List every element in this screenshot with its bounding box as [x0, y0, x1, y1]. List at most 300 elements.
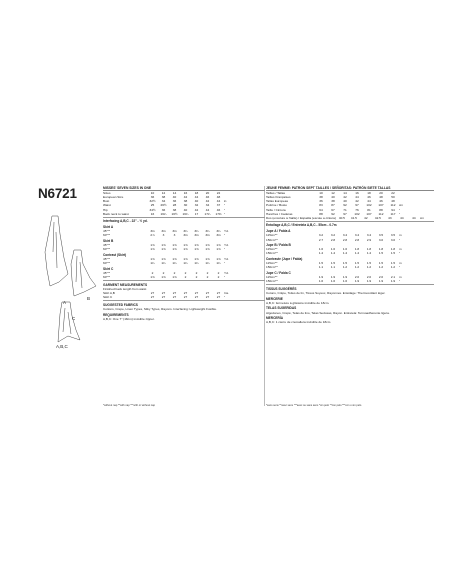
- row-value: 1⅝: [150, 247, 155, 252]
- garment-row: [103, 295, 265, 299]
- row-value: 1⅝: [172, 257, 177, 262]
- row-value: 46: [379, 199, 383, 204]
- row-value: 3: [173, 233, 176, 238]
- divider: [103, 217, 265, 218]
- contrast-skirt-row: [103, 261, 265, 265]
- row-label: Hanches / Caderas: [266, 211, 293, 216]
- row-unit: Ins.: [224, 291, 229, 296]
- row-value: 12: [161, 191, 166, 196]
- row-value: 88: [319, 211, 323, 216]
- divider: [266, 221, 434, 222]
- row-value: 26½: [160, 203, 167, 208]
- row-value: 16¼: [160, 211, 167, 216]
- row-value: 2.8: [342, 237, 348, 242]
- row-value: 1.5: [330, 261, 336, 266]
- row-value: 1.9: [354, 279, 360, 284]
- row-value: 112: [390, 203, 396, 208]
- skirt-b-title: Jupe B / Falda B: [266, 243, 291, 247]
- row-value: 46: [367, 195, 371, 200]
- row-value: 16: [183, 191, 188, 196]
- row-value: 2: [206, 275, 209, 280]
- row-label: 60"**: [103, 275, 110, 280]
- row-value: 38: [331, 199, 335, 204]
- row-value: 34: [161, 199, 166, 204]
- row-value: 1¼: [205, 261, 210, 266]
- row-value: 2: [217, 275, 220, 280]
- row-value: 1⅝: [216, 247, 221, 252]
- row-value: 27: [150, 295, 155, 300]
- row-value: 1⅝: [172, 275, 177, 280]
- french-spanish-column: [266, 186, 434, 325]
- row-value: 1.2: [378, 265, 384, 270]
- row-value: 2⅞: [150, 233, 155, 238]
- row-value: 1.8: [366, 247, 372, 252]
- row-value: 48: [379, 195, 383, 200]
- row-value: 2: [184, 270, 187, 275]
- row-value: 1¼: [161, 261, 166, 266]
- row-value: 16¾: [182, 211, 189, 216]
- row-value: 3.4: [354, 233, 360, 238]
- row-value: 1¼: [216, 261, 221, 266]
- row-value: 1.5: [378, 251, 384, 256]
- row-value: 1.2: [354, 265, 360, 270]
- row-unit: ": [224, 203, 226, 208]
- row-value: 1.6: [342, 279, 348, 284]
- row-value: 1.4: [330, 251, 336, 256]
- row-unit: Yd.: [224, 257, 229, 262]
- row-value: 92: [331, 211, 335, 216]
- row-value: 50: [391, 195, 395, 200]
- french-spanish-footnote: *sans sens **avec sens ***avec ou sans sens *sin pelo **con pelo ***con o sin pelo: [266, 404, 362, 407]
- row-value: 40: [331, 195, 335, 200]
- row-value: 1.9: [318, 275, 324, 280]
- row-value: 1⅝: [161, 257, 166, 262]
- row-value: 2.9: [366, 237, 372, 242]
- row-value: 38: [319, 195, 323, 200]
- row-value: 3⅛: [183, 233, 188, 238]
- pattern-number: N6721: [38, 186, 77, 201]
- row-value: 12: [331, 191, 335, 196]
- row-value: 27: [161, 291, 166, 296]
- requirements-title: REQUIREMENTS: [103, 312, 129, 317]
- row-value: 2: [184, 275, 187, 280]
- row-value: 1.8: [354, 247, 360, 252]
- row-value: 1⅝: [150, 243, 155, 248]
- garment-measurements-subtitle: Finished back length from waist: [103, 287, 147, 292]
- row-value: 3⅛: [205, 233, 210, 238]
- row-value: 87: [331, 203, 335, 208]
- row-value: 27: [183, 295, 188, 300]
- row-unit: m: [399, 233, 402, 238]
- row-value: 1.4: [354, 251, 360, 256]
- row-value: 1.4: [366, 251, 372, 256]
- divider: [266, 284, 434, 285]
- row-value: 102: [366, 203, 372, 208]
- row-value: 3.5: [390, 233, 396, 238]
- row-label: 60"**: [103, 233, 110, 238]
- row-value: 2: [195, 275, 198, 280]
- view-label-b: B: [87, 296, 91, 301]
- row-label: 150cm**: [266, 237, 278, 242]
- row-value: 18: [367, 191, 371, 196]
- row-label: Taille / Cintura: [266, 207, 286, 212]
- row-label: 150cm**: [266, 251, 278, 256]
- row-value: 27: [172, 291, 177, 296]
- row-value: 1⅝: [150, 257, 155, 262]
- row-value: 1⅝: [205, 257, 210, 262]
- row-value: 17¼: [204, 211, 211, 216]
- garment-measurements-title: GARMENT MEASUREMENTS: [103, 282, 148, 287]
- row-value: 2.8: [330, 237, 336, 242]
- row-value: 18: [194, 191, 199, 196]
- row-value: 92: [343, 203, 347, 208]
- row-value: 34½: [149, 207, 156, 212]
- row-value: 3.0: [378, 237, 384, 242]
- requirements-text: A,B,C: One 7" (18cm) invisible zipper.: [103, 316, 155, 321]
- row-value: 17⅜: [215, 211, 222, 216]
- row-value: 1⅝: [205, 247, 210, 252]
- row-value: 1.1: [330, 265, 336, 270]
- row-value: 14: [343, 191, 347, 196]
- row-label: Sizes: [103, 191, 111, 196]
- row-label: Back neck to waist: [103, 211, 129, 216]
- row-value: 1⅝: [183, 247, 188, 252]
- row-value: 40: [183, 207, 188, 212]
- divider: [103, 280, 265, 281]
- row-value: 16: [150, 211, 155, 216]
- row-value: 3.4: [342, 233, 348, 238]
- row-value: 42: [205, 199, 210, 204]
- row-value: 2: [217, 270, 220, 275]
- row-unit: ": [399, 265, 401, 270]
- body-measurement-row: [103, 212, 265, 216]
- row-value: 38: [161, 195, 166, 200]
- english-footnote: *without nap **with nap ***with or without nap: [103, 404, 156, 407]
- row-value: 22: [216, 191, 221, 196]
- row-value: 42: [183, 195, 188, 200]
- row-value: 1.5: [318, 261, 324, 266]
- row-value: 107: [378, 203, 384, 208]
- row-value: 3.2: [318, 233, 324, 238]
- row-unit: ": [224, 275, 226, 280]
- telas-title: TELAS SUGERIDAS: [266, 306, 297, 311]
- row-label: Tailles Françaises: [266, 195, 291, 200]
- row-value: 1⅝: [161, 243, 166, 248]
- row-value: 3¼: [216, 229, 221, 234]
- row-value: 2.0: [366, 275, 372, 280]
- row-value: 17: [194, 211, 199, 216]
- row-value: 1.9: [330, 275, 336, 280]
- row-value: 1⅝: [172, 243, 177, 248]
- body-measurement-row: [266, 216, 434, 220]
- row-value: 2: [162, 270, 165, 275]
- row-value: 1¼: [172, 261, 177, 266]
- row-value: 3⅛: [172, 229, 177, 234]
- row-value: 102: [354, 211, 360, 216]
- row-value: 16½: [171, 211, 178, 216]
- row-value: 42.5: [374, 215, 381, 220]
- tissus-title: TISSUS SUGGÉRÉS: [266, 286, 297, 291]
- row-value: 32: [194, 203, 199, 208]
- row-value: 32½: [149, 199, 156, 204]
- row-label: Tallas Europeas: [266, 199, 289, 204]
- row-value: 3⅛: [161, 229, 166, 234]
- row-value: 1.9: [390, 279, 396, 284]
- row-value: 1¼: [194, 261, 199, 266]
- row-label: Tailles / Tallas: [266, 191, 286, 196]
- row-value: 1.9: [342, 275, 348, 280]
- row-value: 28: [172, 203, 177, 208]
- row-value: 1⅝: [161, 275, 166, 280]
- row-value: 112: [378, 211, 384, 216]
- row-value: 2: [151, 270, 154, 275]
- row-value: 20: [205, 191, 210, 196]
- row-unit: Yd.: [224, 229, 229, 234]
- row-value: 1.2: [390, 265, 396, 270]
- mercerie-text: A,B,C: fermeture à glissière invisible de 18cm.: [266, 300, 330, 305]
- row-value: 67: [331, 207, 335, 212]
- skirt-b-row: [103, 247, 265, 251]
- row-value: 2.7: [318, 237, 324, 242]
- row-value: 36: [172, 199, 177, 204]
- row-value: 42: [194, 207, 199, 212]
- row-value: 1.6: [330, 279, 336, 284]
- row-value: 48: [391, 199, 395, 204]
- row-unit: ": [399, 279, 401, 284]
- row-value: 76: [355, 207, 359, 212]
- row-value: 1⅝: [172, 247, 177, 252]
- row-value: 1.9: [366, 279, 372, 284]
- row-value: 1.6: [330, 247, 336, 252]
- row-label: 150cm**: [266, 265, 278, 270]
- row-value: 3.0: [390, 237, 396, 242]
- row-value: 42: [343, 195, 347, 200]
- skirt-a-title: Skirt A: [103, 225, 114, 230]
- row-value: 64: [319, 207, 323, 212]
- row-label: Poitrine / Busto: [266, 203, 287, 208]
- skirt-c-title: Jupe C / Falda C: [266, 270, 291, 275]
- row-value: 27: [183, 291, 188, 296]
- row-unit: m: [399, 275, 402, 280]
- skirt-c-row: [103, 275, 265, 279]
- row-value: 1⅝: [216, 243, 221, 248]
- row-unit: in: [224, 199, 227, 204]
- row-value: 71: [343, 207, 347, 212]
- row-label: 115cm**: [266, 275, 278, 280]
- row-value: 44: [194, 195, 199, 200]
- skirt-a-row: [266, 238, 434, 242]
- row-value: 97: [355, 203, 359, 208]
- row-value: 1.1: [318, 265, 324, 270]
- row-value: 1.2: [342, 265, 348, 270]
- suggested-fabrics-text: Cottons, Crepe, Linen Types, Silky Types, Rayons. Interfacing: Lightweight Fusible.: [103, 307, 217, 312]
- row-value: 1.4: [318, 251, 324, 256]
- row-value: 27: [216, 291, 221, 296]
- row-label: 45"**: [103, 229, 110, 234]
- row-unit: ": [399, 207, 401, 212]
- mercerie-title: MERCERIE: [266, 296, 283, 301]
- row-value: 44: [400, 215, 404, 220]
- row-value: 10: [319, 191, 323, 196]
- row-value: 83: [319, 203, 323, 208]
- row-unit: cm: [399, 203, 404, 208]
- row-label: 115cm**: [266, 247, 278, 252]
- row-value: 37: [216, 203, 221, 208]
- row-value: 3.2: [330, 233, 336, 238]
- row-value: 2.1: [390, 275, 396, 280]
- row-unit: ": [399, 251, 401, 256]
- row-label: 115cm**: [266, 261, 278, 266]
- row-value: 1.4: [342, 251, 348, 256]
- row-value: 3¼: [183, 229, 188, 234]
- skirt-b-drawing: [71, 250, 96, 296]
- row-value: 1.8: [390, 247, 396, 252]
- merceria-title: MERCERÍA: [266, 316, 284, 321]
- row-unit: m: [399, 247, 402, 252]
- row-value: 27: [194, 291, 199, 296]
- row-value: 36: [319, 199, 323, 204]
- row-label: 45"**: [103, 270, 110, 275]
- row-value: 48: [216, 195, 221, 200]
- row-value: 1.6: [342, 247, 348, 252]
- row-value: 36: [150, 195, 155, 200]
- row-value: 1.5: [354, 261, 360, 266]
- skirt-illustrations: [44, 212, 102, 350]
- row-value: 30: [183, 203, 188, 208]
- row-value: 3¼: [194, 229, 199, 234]
- row-value: 88: [379, 207, 383, 212]
- row-value: 44: [355, 195, 359, 200]
- row-value: 2: [195, 270, 198, 275]
- row-value: 81: [367, 207, 371, 212]
- row-value: 44: [412, 215, 416, 220]
- row-unit: ": [399, 237, 401, 242]
- row-value: 42: [364, 215, 368, 220]
- skirt-c-row: [266, 279, 434, 283]
- row-value: 3: [162, 233, 165, 238]
- row-value: 41.5: [350, 215, 357, 220]
- row-value: 1.5: [378, 261, 384, 266]
- row-value: 44: [216, 199, 221, 204]
- row-value: 2: [206, 270, 209, 275]
- row-value: 43: [388, 215, 392, 220]
- sizes-heading-fr-es: JEUNE FEMME: PATRON SEPT TAILLES / SEÑORITAS: PATRÓN SIETE TALLAS: [266, 186, 434, 191]
- row-label: Bust: [103, 199, 110, 204]
- view-label-c: C: [72, 316, 76, 321]
- row-value: 1¼: [150, 261, 155, 266]
- row-value: 2.0: [354, 275, 360, 280]
- row-label: 45"**: [103, 243, 110, 248]
- row-value: 1⅝: [161, 247, 166, 252]
- row-label: Hip: [103, 207, 108, 212]
- row-unit: ": [224, 261, 226, 266]
- row-unit: ": [224, 247, 226, 252]
- view-label-abc: A,B,C: [56, 344, 68, 349]
- row-value: 1.5: [342, 261, 348, 266]
- row-value: 20: [379, 191, 383, 196]
- row-unit: ": [399, 211, 401, 216]
- row-value: 117: [390, 211, 396, 216]
- row-value: 40: [172, 195, 177, 200]
- row-value: 1.5: [390, 251, 396, 256]
- row-value: 2.0: [378, 275, 384, 280]
- row-label: Skirt A,B: [103, 291, 115, 296]
- row-value: 3⅛: [194, 233, 199, 238]
- row-unit: ": [224, 295, 226, 300]
- tissus-text: Cotons, Crêpe, Toiles de lin, Tissus Soyeux, Rayonnes. Entoilage: Thermocollant léger.: [266, 291, 386, 296]
- row-value: 38: [172, 207, 177, 212]
- row-value: 38: [183, 199, 188, 204]
- row-value: 97: [343, 211, 347, 216]
- row-value: 1.6: [318, 247, 324, 252]
- row-unit: m: [399, 261, 402, 266]
- row-value: 1⅝: [205, 243, 210, 248]
- row-value: 1.8: [378, 247, 384, 252]
- row-label: 115cm**: [266, 233, 278, 238]
- skirt-a-drawing: [45, 216, 68, 286]
- contrast-skirt-title: Contrast (Skirt): [103, 252, 127, 257]
- row-value: 1.5: [390, 261, 396, 266]
- row-value: 27: [205, 295, 210, 300]
- row-value: 1.5: [366, 261, 372, 266]
- row-unit: ": [224, 233, 226, 238]
- view-label-a: A: [63, 300, 67, 305]
- row-label: 45"**: [103, 257, 110, 262]
- interfacing-title: Entoilage A,B,C / Entretela A,B,C - 55cm - 0.7m: [266, 223, 337, 228]
- row-value: 3.5: [378, 233, 384, 238]
- row-unit: Yd.: [224, 270, 229, 275]
- row-value: 94: [391, 207, 395, 212]
- sizes-heading: MISSES' SEVEN SIZES IN ONE: [103, 186, 265, 191]
- row-value: 1⅝: [194, 247, 199, 252]
- row-value: 3.4: [366, 233, 372, 238]
- row-value: 27: [172, 295, 177, 300]
- row-value: 1.6: [318, 279, 324, 284]
- row-label: Skirt C: [103, 295, 113, 300]
- row-value: 27: [150, 291, 155, 296]
- row-value: 2: [173, 270, 176, 275]
- row-label: Waist: [103, 203, 111, 208]
- row-value: 1⅝: [194, 257, 199, 262]
- divider: [103, 300, 265, 301]
- row-value: 25: [150, 203, 155, 208]
- row-value: 1⅝: [216, 257, 221, 262]
- row-value: 40: [194, 199, 199, 204]
- row-unit: Yd.: [224, 243, 229, 248]
- interfacing-title: Interfacing A,B,C - 22" - ½ yd.: [103, 219, 148, 224]
- row-value: 40: [343, 199, 347, 204]
- row-value: 34: [205, 203, 210, 208]
- skirt-c-drawing: [58, 302, 80, 342]
- row-value: 44: [205, 207, 210, 212]
- row-value: 42: [355, 199, 359, 204]
- row-label: European Size: [103, 195, 124, 200]
- row-value: 40.5: [338, 215, 345, 220]
- telas-text: Algodones, Crepé, Telas de lino, Telas Sedosas, Rayon. Entretela: Termoadherente ligera.: [266, 310, 390, 315]
- row-value: 27: [216, 295, 221, 300]
- row-value: 36: [161, 207, 166, 212]
- row-value: 14: [172, 191, 177, 196]
- row-value: 1⅝: [194, 243, 199, 248]
- row-value: 1.2: [366, 265, 372, 270]
- row-value: 2.8: [354, 237, 360, 242]
- row-value: 27: [205, 291, 210, 296]
- row-value: 16: [355, 191, 359, 196]
- row-unit: ": [224, 207, 226, 212]
- row-unit: cm: [419, 215, 425, 220]
- row-value: 22: [391, 191, 395, 196]
- row-value: 1⅝: [183, 243, 188, 248]
